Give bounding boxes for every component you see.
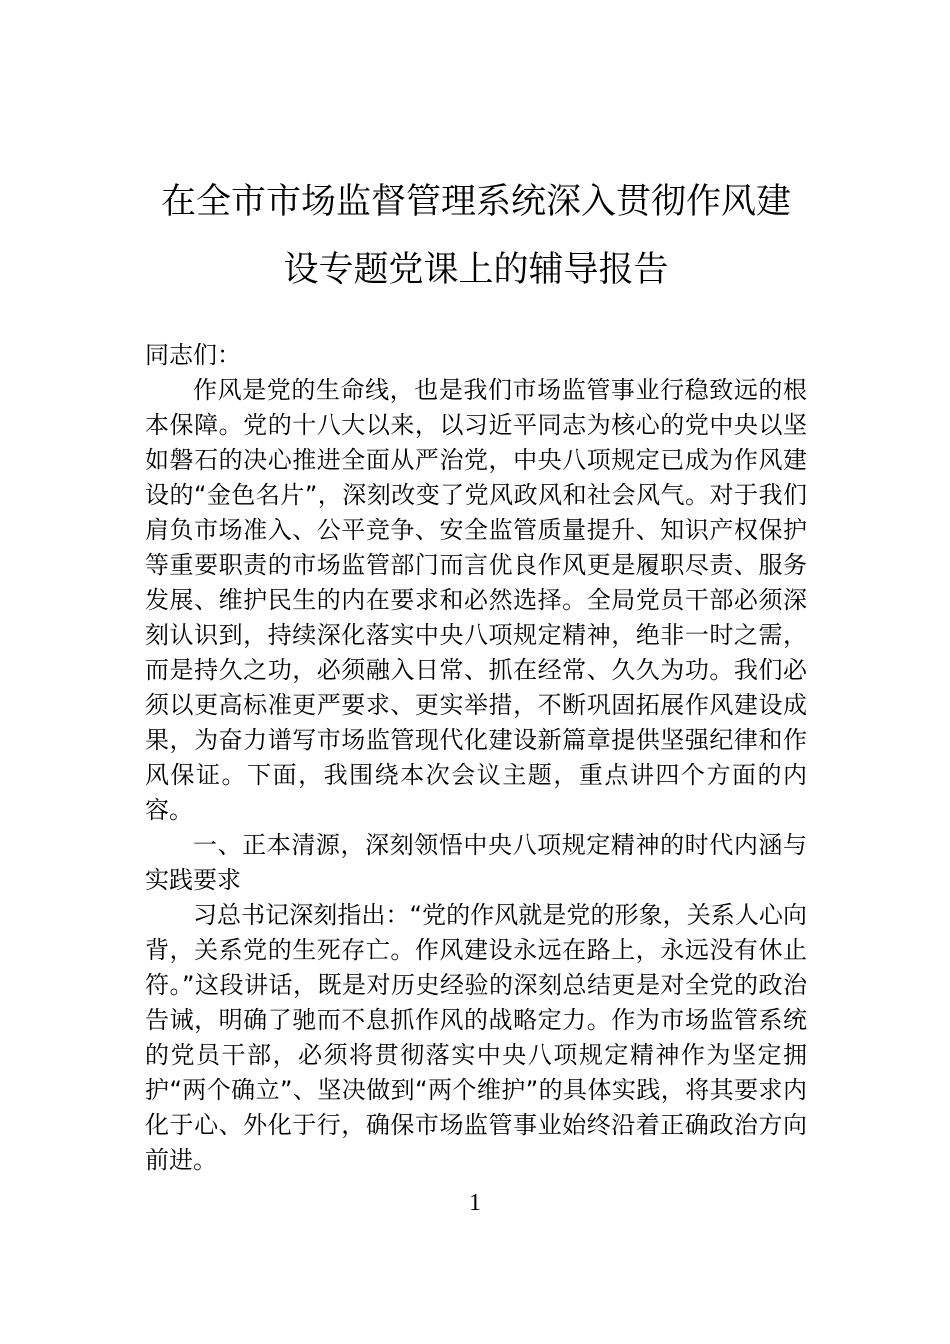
salutation: 同志们： xyxy=(145,341,241,369)
document-body xyxy=(145,338,807,1178)
section-heading: 一、正本清源，深刻领悟中央八项规定精神的时代内涵与实践要求 xyxy=(145,831,807,894)
paragraph-intro: 作风是党的生命线，也是我们市场监管事业行稳致远的根本保障。党的十八大以来，以习近平同志为核心的党中央以坚如磐石的决心推进全面从严治党，中央八项规定已成为作风建设的“金色名片”，深刻改变了党风政风和社会风气。对于我们肩负市场准入、公平竞争、安全监管质量提升、知识产权保护等重要职责的市场监管部门而言优良作风更是履职尽责、服务发展、维护民生的内在要求和必然选择。全局党员干部必须深刻认识到，持续深化落实中央八项规定精神，绝非一时之需，而是持久之功，必须融入日常、抓在经常、久久为功。我们必须以更高标准更严要求、更实举措，不断巩固拓展作风建设成果，为奋力谱写市场监管现代化建设新篇章提供坚强纪律和作风保证。下面，我围绕本次会议主题，重点讲四个方面的内容。 xyxy=(145,376,807,824)
page-number: 1 xyxy=(469,1190,481,1216)
document-title: 在全市市场监督管理系统深入贯彻作风建设专题党课上的辅导报告 xyxy=(160,182,791,290)
paragraph-section-one: 习总书记深刻指出：“党的作风就是党的形象，关系人心向背，关系党的生死存亡。作风建设永远在路上，永远没有休止符。”这段讲话，既是对历史经验的深刻总结更是对全党的政治告诫，明确了驰而不息抓作风的战略定力。作为市场监管系统的党员干部，必须将贯彻落实中央八项规定精神作为坚定拥护“两个确立”、坚决做到“两个维护”的具体实践，将其要求内化于心、外化于行，确保市场监管事业始终沿着正确政治方向前进。 xyxy=(145,901,807,1174)
